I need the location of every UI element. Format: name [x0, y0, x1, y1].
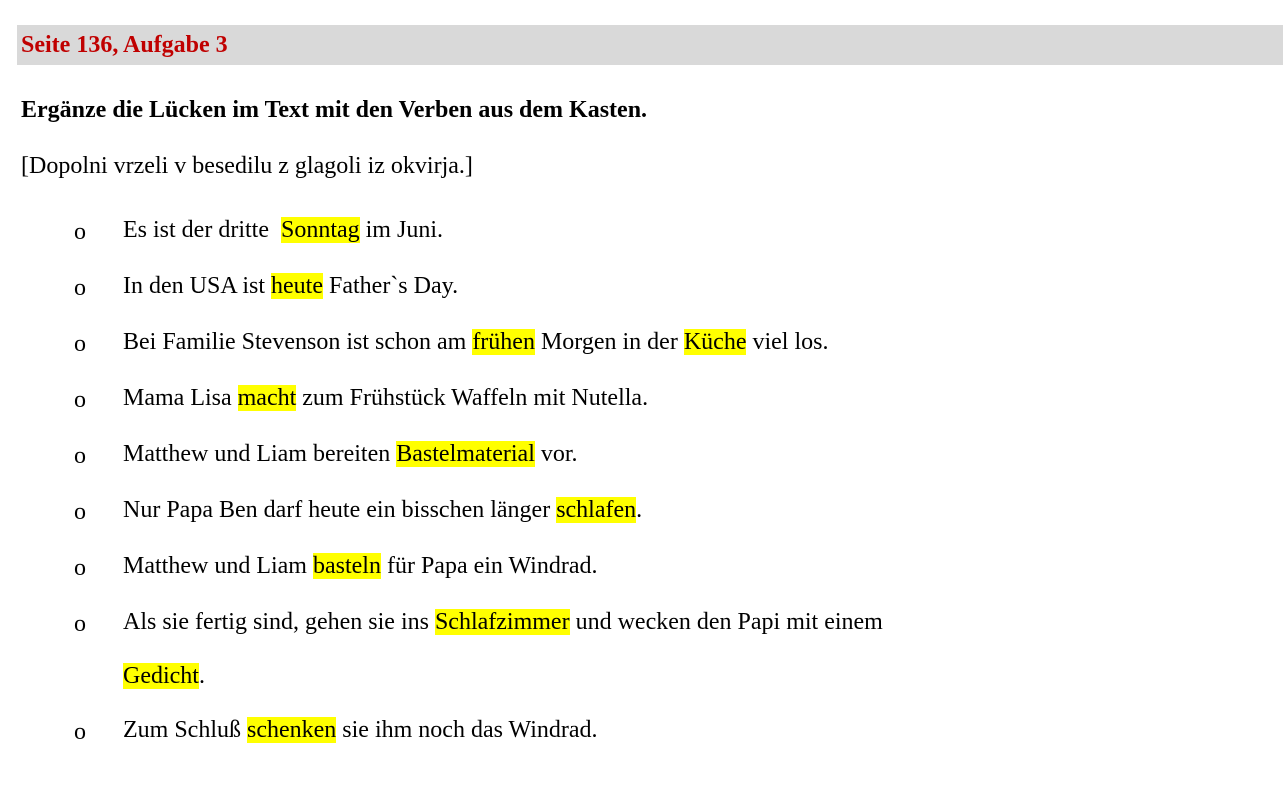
- item-text: Matthew und Liam bereiten: [123, 441, 397, 467]
- item-text: sie ihm noch das Windrad.: [336, 717, 598, 743]
- answer-highlight: heute: [271, 273, 323, 299]
- list-item: [123, 330, 828, 354]
- item-text: Nur Papa Ben darf heute ein bisschen länger: [123, 497, 557, 523]
- list-bullet: o: [74, 499, 86, 525]
- list-bullet: o: [74, 387, 86, 413]
- answer-highlight: Küche: [683, 329, 747, 355]
- item-text: für Papa ein Windrad.: [380, 553, 598, 579]
- item-text: viel los.: [746, 329, 829, 355]
- item-text: Zum Schluß: [123, 717, 247, 743]
- list-bullet: o: [74, 719, 86, 745]
- item-text: Father`s Day.: [323, 273, 459, 299]
- list-bullet: o: [74, 611, 86, 637]
- answer-highlight: frühen: [472, 329, 535, 355]
- item-text: .: [636, 497, 643, 523]
- answer-highlight: Sonntag: [280, 217, 360, 243]
- list-item: [123, 610, 883, 634]
- item-text: Als sie fertig sind, gehen sie ins: [123, 609, 435, 635]
- list-item: [123, 718, 598, 742]
- answer-highlight: basteln: [312, 553, 381, 579]
- list-item: [123, 442, 578, 466]
- answer-highlight: macht: [237, 385, 297, 411]
- answer-highlight: schenken: [247, 717, 337, 743]
- answer-highlight: schlafen: [556, 497, 637, 523]
- item-text: Morgen in der: [534, 329, 684, 355]
- item-text: In den USA ist: [123, 273, 272, 299]
- item-text: zum Frühstück Waffeln mit Nutella.: [296, 385, 649, 411]
- item-text: Es ist der dritte: [123, 217, 281, 243]
- item-text: Bei Familie Stevenson ist schon am: [123, 329, 473, 355]
- answer-highlight: Gedicht: [123, 663, 199, 689]
- list-bullet: o: [74, 219, 86, 245]
- task-translation: [Dopolni vrzeli v besedilu z glagoli iz okvirja.]: [21, 153, 473, 179]
- list-bullet: o: [74, 331, 86, 357]
- item-text: und wecken den Papi mit einem: [569, 609, 883, 635]
- task-instruction: Ergänze die Lücken im Text mit den Verben aus dem Kasten.: [21, 97, 648, 123]
- item-text: Matthew und Liam: [123, 553, 313, 579]
- item-text: .: [198, 663, 205, 689]
- list-item: [123, 554, 597, 578]
- list-bullet: o: [74, 275, 86, 301]
- section-title: Seite 136, Aufgabe 3: [21, 32, 228, 58]
- answer-highlight: Bastelmaterial: [396, 441, 535, 467]
- list-item: [123, 218, 443, 242]
- item-text: Mama Lisa: [123, 385, 238, 411]
- section-header-bar: [17, 25, 1283, 65]
- answer-highlight: Schlafzimmer: [434, 609, 570, 635]
- list-item: [123, 386, 648, 410]
- list-item-continuation: [123, 664, 205, 688]
- list-bullet: o: [74, 443, 86, 469]
- list-item: [123, 274, 458, 298]
- item-text: im Juni.: [359, 217, 443, 243]
- list-bullet: o: [74, 555, 86, 581]
- item-text: vor.: [534, 441, 578, 467]
- list-item: [123, 498, 642, 522]
